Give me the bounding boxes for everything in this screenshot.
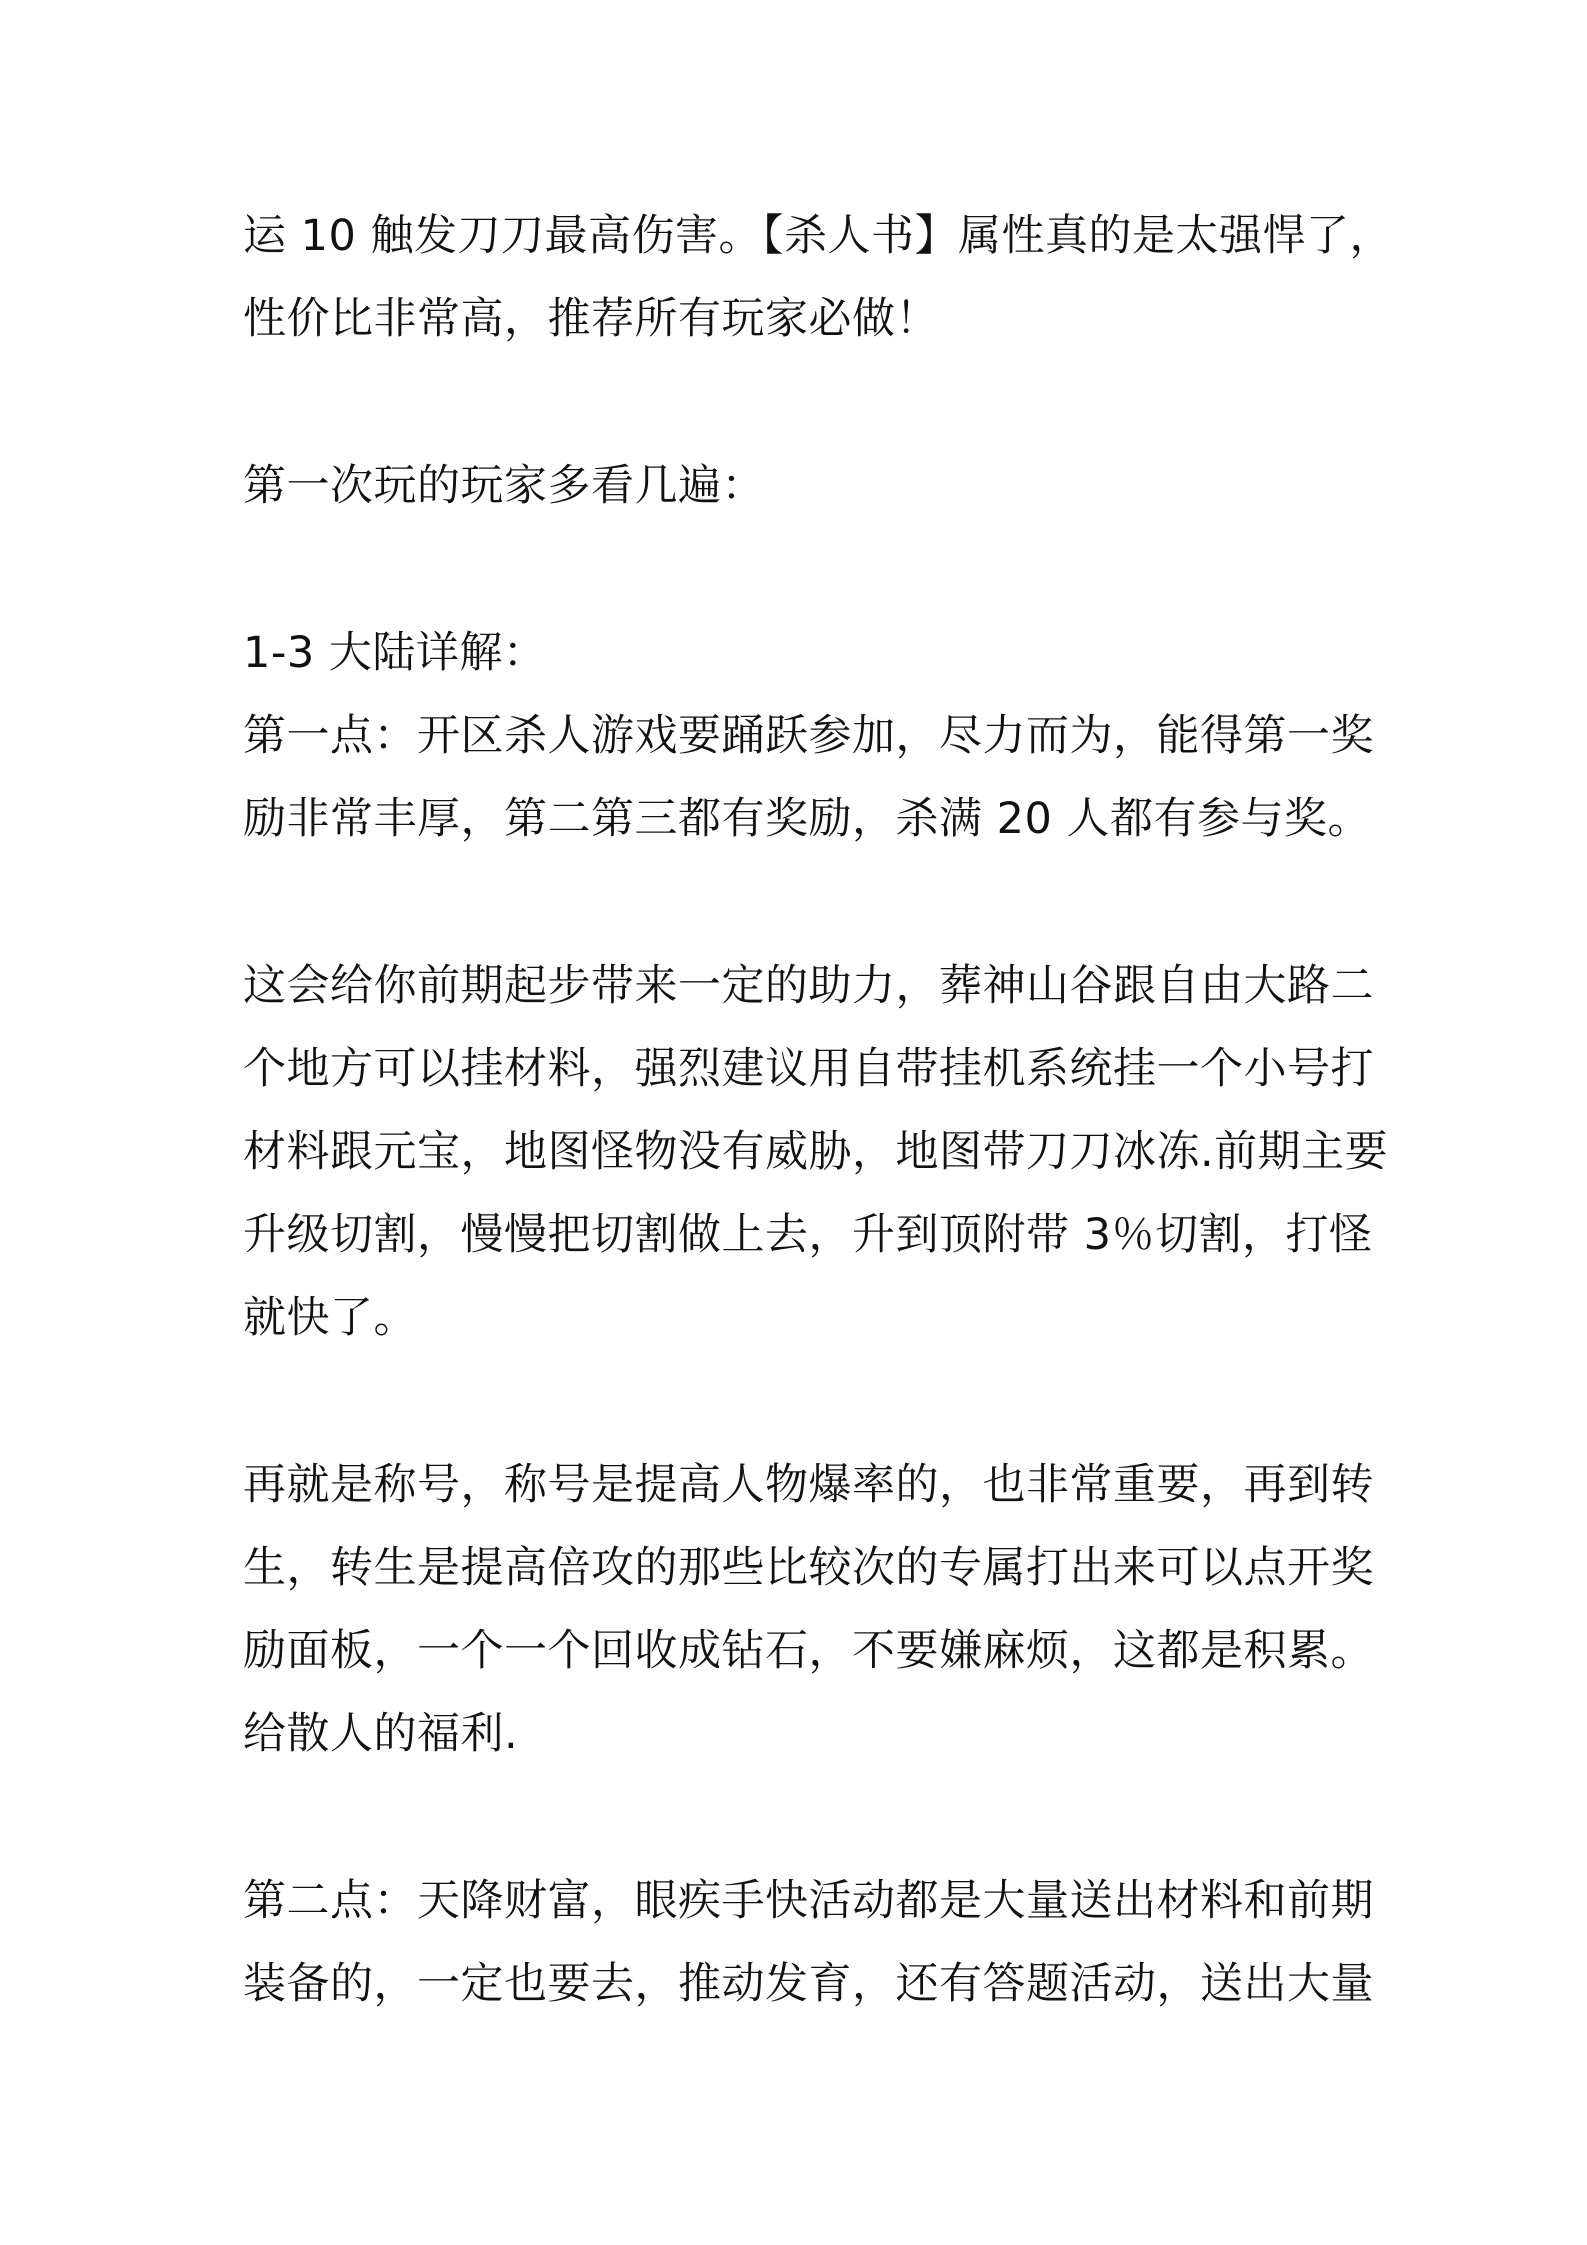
text-line: 给散人的福利. [243, 1709, 519, 1759]
paragraph-spacer [243, 361, 1363, 445]
text-line: 升级切割，慢慢把切割做上去，升到顶附带 3％切割，打怪 [243, 1210, 1373, 1260]
text-line: 装备的，一定也要去，推动发育，还有答题活动，送出大量 [243, 1959, 1374, 2009]
text-line: 材料跟元宝，地图怪物没有威胁，地图带刀刀冰冻.前期主要 [243, 1127, 1389, 1177]
paragraph-2 [243, 445, 1363, 528]
text-line: 第二点：天降财富，眼疾手快活动都是大量送出材料和前期 [243, 1876, 1374, 1926]
paragraph-spacer [243, 528, 1363, 612]
paragraph-spacer [243, 1360, 1363, 1444]
text-line: 生，转生是提高倍攻的那些比较次的专属打出来可以点开奖 [243, 1543, 1374, 1593]
paragraph-3 [243, 612, 1374, 861]
section-heading: 1-3 大陆详解： [243, 628, 547, 678]
paragraph-1 [243, 195, 1394, 361]
text-line: 就快了。 [243, 1293, 417, 1343]
text-line: 第一次玩的玩家多看几遍： [243, 461, 765, 511]
paragraph-spacer [243, 861, 1363, 945]
text-line: 个地方可以挂材料，强烈建议用自带挂机系统挂一个小号打 [243, 1044, 1374, 1094]
paragraph-spacer [243, 1776, 1363, 1860]
text-line: 性价比非常高，推荐所有玩家必做！ [243, 294, 939, 344]
document-body [243, 195, 1394, 2026]
paragraph-4 [243, 945, 1389, 1360]
text-line: 励面板，一个一个回收成钻石，不要嫌麻烦，这都是积累。 [243, 1626, 1374, 1676]
text-line: 运 10 触发刀刀最高伤害。【杀人书】属性真的是太强悍了， [243, 211, 1394, 261]
text-line: 励非常丰厚，第二第三都有奖励，杀满 20 人都有参与奖。 [243, 794, 1372, 844]
paragraph-6 [243, 1860, 1374, 2026]
paragraph-5 [243, 1444, 1374, 1776]
text-line: 这会给你前期起步带来一定的助力，葬神山谷跟自由大路二 [243, 961, 1374, 1011]
text-line: 第一点：开区杀人游戏要踊跃参加，尽力而为，能得第一奖 [243, 711, 1374, 761]
text-line: 再就是称号，称号是提高人物爆率的，也非常重要，再到转 [243, 1460, 1374, 1510]
